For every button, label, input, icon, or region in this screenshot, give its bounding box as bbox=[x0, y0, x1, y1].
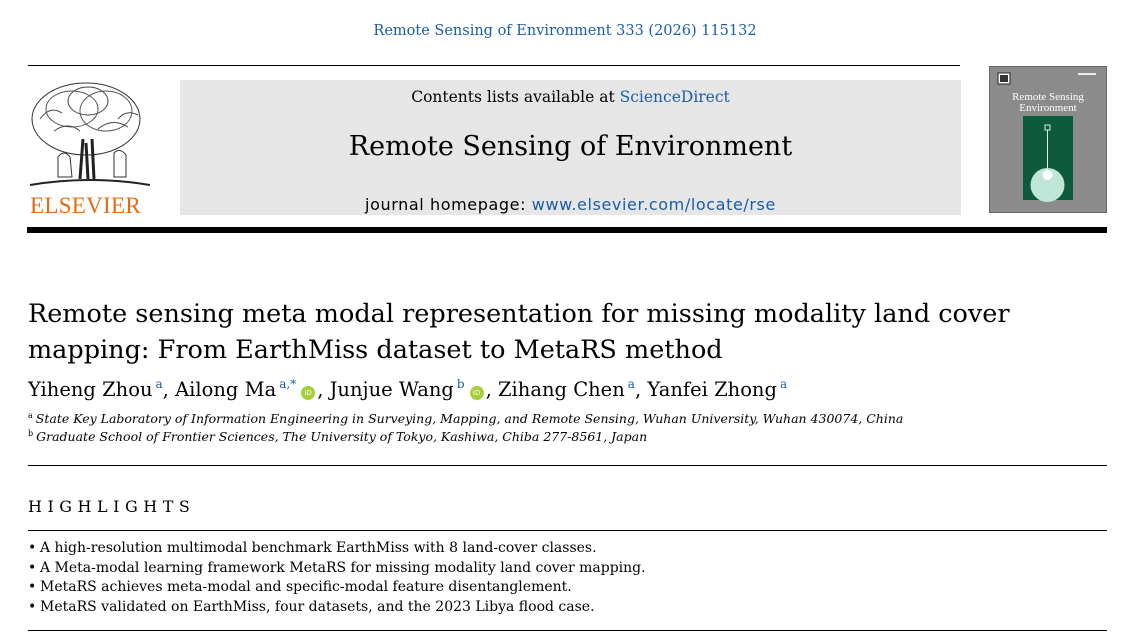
header-top-rule bbox=[28, 65, 960, 66]
affiliation-b bbox=[28, 429, 647, 444]
publisher-wordmark: ELSEVIER bbox=[30, 193, 141, 218]
author-name[interactable]: Yiheng Zhou bbox=[28, 378, 153, 401]
author-affiliation-mark[interactable]: a bbox=[155, 377, 163, 391]
highlights-heading: HIGHLIGHTS bbox=[28, 497, 196, 516]
author-name[interactable]: Yanfei Zhong bbox=[647, 378, 777, 401]
highlight-item: • A Meta-modal learning framework MetaRS for missing modality land cover mapping. bbox=[28, 559, 646, 579]
homepage-line bbox=[180, 195, 961, 214]
journal-citation[interactable] bbox=[0, 23, 1121, 39]
affiliation-text: State Key Laboratory of Information Engineering in Surveying, Mapping, and Remote Sensing, Wuhan University, Wuhan 430074, China bbox=[35, 411, 904, 427]
cover-artwork-icon bbox=[990, 67, 1106, 212]
author-list: Yiheng Zhou $^a$, Ailong Ma $^{a,*}$iD , Junjue Wang $^b$iD , Zihang Chen $^a$, Yanfei Zhong $^a$ bbox=[28, 377, 788, 401]
orcid-icon[interactable]: iD bbox=[470, 386, 484, 400]
homepage-prefix: journal homepage: bbox=[365, 195, 532, 214]
orcid-icon[interactable]: iD bbox=[301, 386, 315, 400]
journal-cover[interactable] bbox=[989, 66, 1107, 213]
highlights-list bbox=[28, 539, 646, 618]
affiliation-mark: a bbox=[28, 411, 33, 420]
sciencedirect-link[interactable]: ScienceDirect bbox=[619, 88, 730, 106]
contents-prefix: Contents lists available at bbox=[411, 88, 620, 106]
elsevier-tree-icon bbox=[28, 79, 152, 191]
author-affiliation-mark[interactable]: b bbox=[456, 377, 465, 391]
highlight-item: • A high-resolution multimodal benchmark EarthMiss with 8 land-cover classes. bbox=[28, 539, 646, 559]
cover-title-line2: Environment bbox=[1019, 102, 1077, 114]
journal-name: Remote Sensing of Environment bbox=[348, 131, 793, 162]
affiliation-mark: b bbox=[28, 429, 34, 438]
author-affiliation-mark[interactable]: a bbox=[627, 377, 635, 391]
contents-line bbox=[180, 88, 961, 106]
divider bbox=[28, 465, 1107, 466]
author-affiliation-mark[interactable]: a bbox=[779, 377, 788, 391]
affiliation-text: Graduate School of Frontier Sciences, The University of Tokyo, Kashiwa, Chiba 277-8561, Japan bbox=[36, 429, 648, 445]
divider bbox=[28, 630, 1107, 631]
citation-link[interactable]: Remote Sensing of Environment 333 (2026) 115132 bbox=[373, 23, 757, 39]
affiliation-a bbox=[28, 411, 903, 426]
author-name[interactable]: Ailong Ma bbox=[175, 378, 277, 401]
highlight-item: • MetaRS validated on EarthMiss, four datasets, and the 2023 Libya flood case. bbox=[28, 598, 646, 618]
author-name[interactable]: Zihang Chen bbox=[497, 378, 625, 401]
header-bottom-bar bbox=[27, 227, 1107, 233]
divider bbox=[28, 530, 1107, 531]
elsevier-logo bbox=[28, 79, 152, 219]
author-name[interactable]: Junjue Wang bbox=[329, 378, 454, 401]
author-affiliation-mark[interactable]: a,* bbox=[279, 377, 297, 391]
highlight-item: • MetaRS achieves meta-modal and specific-modal feature disentanglement. bbox=[28, 578, 646, 598]
journal-banner bbox=[180, 80, 961, 215]
homepage-link[interactable]: www.elsevier.com/locate/rse bbox=[531, 195, 776, 214]
cover-title-line1: Remote Sensing bbox=[1012, 91, 1084, 103]
article-title: Remote sensing meta modal representation for missing modality land cover mapping: From EarthMiss dataset to MetaRS method bbox=[28, 299, 1010, 365]
